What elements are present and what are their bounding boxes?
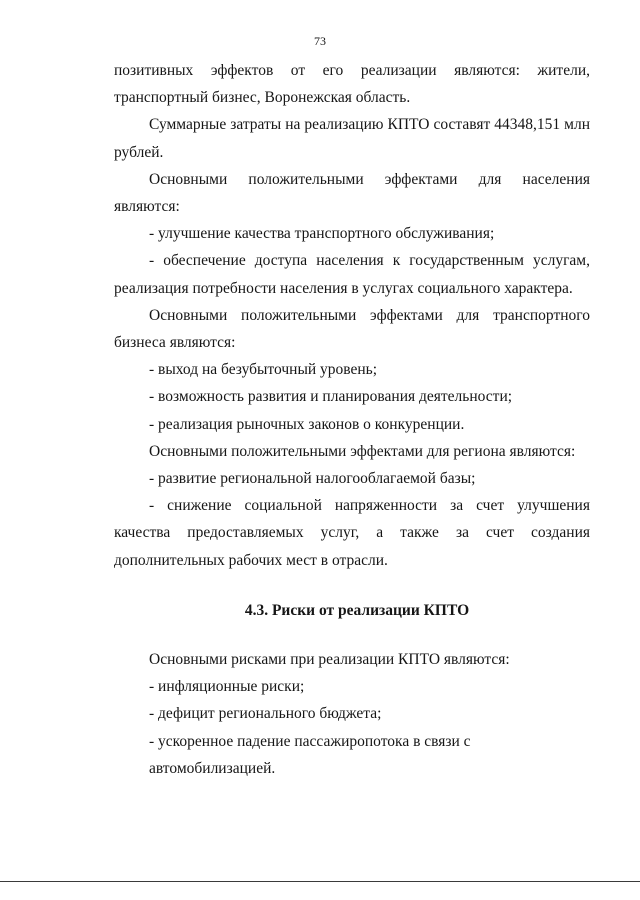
list-item: - дефицит регионального бюджета; [149, 705, 382, 723]
paragraph-business-intro: Основными положительными эффектами для транспортного бизнеса являются: [114, 306, 590, 352]
page-number: 73 [314, 34, 326, 48]
list-item: - реализация рыночных законов о конкуренции. [149, 415, 465, 433]
document-body [114, 57, 590, 782]
paragraph-region-intro: Основными положительными эффектами для региона являются: [149, 442, 576, 460]
paragraph-population-intro: Основными положительными эффектами для населения являются: [114, 170, 590, 216]
paragraph-continuation: позитивных эффектов от его реализации являются: жители, транспортный бизнес, Воронежская область. [114, 62, 590, 107]
list-item: - улучшение качества транспортного обслуживания; [149, 225, 495, 243]
list-item: - ускоренное падение пассажиропотока в связи с автомобилизацией. [149, 732, 471, 777]
list-item: - инфляционные риски; [149, 678, 305, 696]
footer-divider [0, 881, 640, 882]
paragraph-costs: Суммарные затраты на реализацию КПТО составят 44348,151 млн рублей. [114, 116, 590, 161]
list-item: - возможность развития и планирования деятельности; [149, 388, 513, 406]
list-item: - снижение социальной напряженности за счет улучшения качества предоставляемых услуг, а также за счет создания дополнительных рабочих мест в отрасли. [114, 497, 590, 569]
section-heading: 4.3. Риски от реализации КПТО [244, 601, 470, 619]
list-item: - выход на безубыточный уровень; [149, 361, 378, 379]
paragraph-risks-intro: Основными рисками при реализации КПТО являются: [149, 651, 510, 669]
list-item: - обеспечение доступа населения к государственным услугам, реализация потребности населения в услугах социального характера. [114, 252, 590, 297]
list-item: - развитие региональной налогооблагаемой базы; [149, 470, 476, 488]
